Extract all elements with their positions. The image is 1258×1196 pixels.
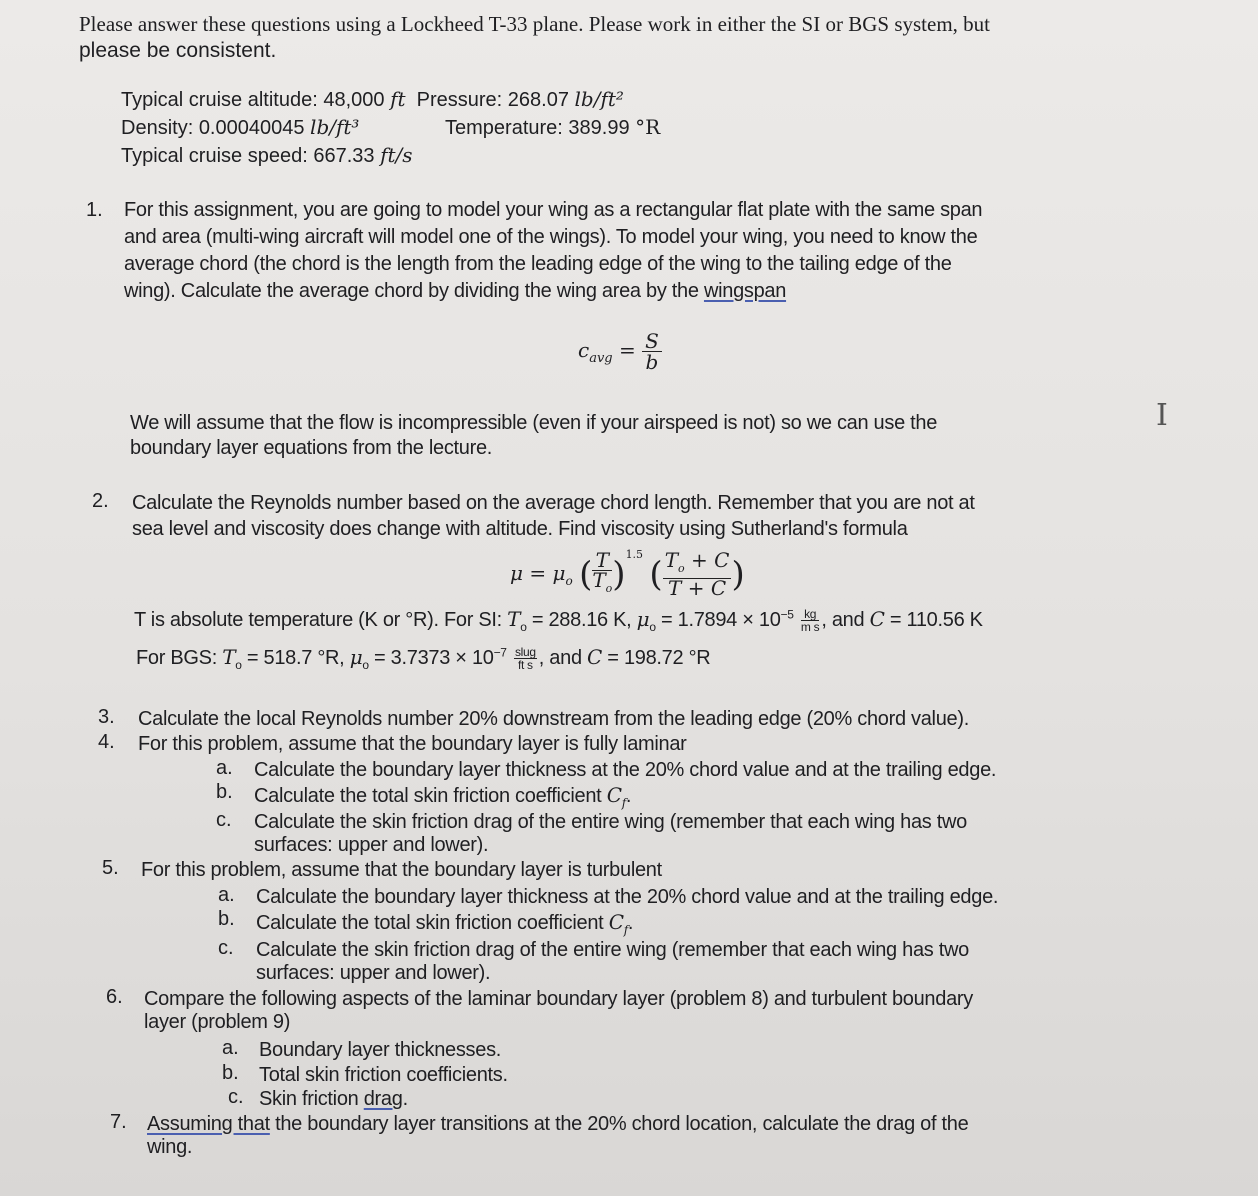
q2-line-1: Calculate the Reynolds number based on the average chord length. Remember that you are not at [132,492,975,514]
q3-number: 3. [98,706,115,728]
q1-line-4: wing). Calculate the average chord by dividing the wing area by the wingspan [124,280,787,302]
avg-chord-fraction: $\frac{S}{b}$ [642,331,662,372]
q6-text-1: Compare the following aspects of the laminar boundary layer (problem 8) and turbulent boundary [144,988,973,1010]
q2-number: 2. [92,490,109,512]
q5-a-text: Calculate the boundary layer thickness at the 20% chord value and at the trailing edge. [256,886,999,908]
q5-b-text: Calculate the total skin friction coefficient $C_f$. [256,910,634,937]
q6-c-text: Skin friction drag. [259,1088,408,1110]
speed-line: Typical cruise speed: 667.33 ft/s [121,143,413,167]
q4-c-text-1: Calculate the skin friction drag of the entire wing (remember that each wing has two [254,811,967,833]
q4-a-label: a. [216,757,233,779]
q5-b-label: b. [218,908,235,930]
q6-number: 6. [106,986,123,1008]
q6-a-label: a. [222,1037,239,1059]
drag-link[interactable]: drag [363,1088,403,1110]
q6-c-label: c. [228,1086,244,1108]
q1-line-2: and area (multi-wing aircraft will model one of the wings). To model your wing, you need to know the [124,226,978,248]
q6-a-text: Boundary layer thicknesses. [259,1039,502,1061]
si-constants-line: T is absolute temperature (K or °R). For SI: $T_o = 288.16$ K, $\mu_o = 1.7894 \times 10^{-5}$ $\frac{kg}{\text{m s}}$ , and C = 110.56 K [134,607,983,635]
q7-number: 7. [110,1111,127,1133]
q1-line-1: For this assignment, you are going to model your wing as a rectangular flat plate with the same span [124,199,983,221]
sutherland-formula: $\mu = \mu_o$ ( $\frac{T}{T_o}$ )$^{1.5}$ ( $\frac{T_o + C}{T + C}$ ) [510,548,745,600]
q1-line-3: average chord (the chord is the length from the leading edge of the wing to the tailing edge of the [124,253,952,275]
si-unit-fraction: $\frac{kg}{\text{m s}}$ [800,607,820,635]
q5-c-text-2: surfaces: upper and lower). [256,962,491,984]
q5-number: 5. [102,857,119,879]
q5-text: For this problem, assume that the boundary layer is turbulent [141,859,662,881]
q6-text-2: layer (problem 9) [144,1011,291,1033]
q4-text: For this problem, assume that the boundary layer is fully laminar [138,733,687,755]
altitude-pressure-line: Typical cruise altitude: 48,000 ft Pressure: 268.07 lb/ft² [121,87,624,111]
density-line: Density: 0.00040045 lb/ft³ [121,115,360,139]
q5-c-text-1: Calculate the skin friction drag of the entire wing (remember that each wing has two [256,939,969,961]
q6-b-label: b. [222,1062,239,1084]
q5-c-label: c. [218,937,234,959]
q5-a-label: a. [218,884,235,906]
assuming-that-link[interactable]: Assuming that [147,1113,270,1135]
q4-c-label: c. [216,809,232,831]
wingspan-link[interactable]: wingspan [703,280,787,302]
intro-line-2: please be consistent. [79,39,277,62]
q4-number: 4. [98,731,115,753]
q4-c-text-2: surfaces: upper and lower). [254,834,489,856]
bgs-constants-line: For BGS: $T_o = 518.7$ °R, $\mu_o = 3.7373 \times 10^{-7}$ $\frac{\text{slug}}{\text{ft s}}$ , and C = 198.72 °R [136,645,711,673]
q2-line-2: sea level and viscosity does change with altitude. Find viscosity using Sutherland's formula [132,518,908,540]
q4-b-text: Calculate the total skin friction coefficient $C_f$. [254,783,632,810]
q7-text-2: wing. [147,1136,193,1158]
q1-number: 1. [86,199,103,221]
q4-b-label: b. [216,781,233,803]
temperature-line: Temperature: 389.99 °R [445,115,661,139]
avg-chord-equation: $c_{avg}$ = $\frac{S}{b}$ [578,331,662,372]
q4-a-text: Calculate the boundary layer thickness at the 20% chord value and at the trailing edge. [254,759,997,781]
intro-line-1: Please answer these questions using a Lockheed T-33 plane. Please work in either the SI or BGS system, but [79,12,990,36]
q3-text: Calculate the local Reynolds number 20% downstream from the leading edge (20% chord value). [138,708,969,730]
text-cursor-icon: I [1156,398,1168,433]
q6-b-text: Total skin friction coefficients. [259,1064,508,1086]
q7-text-1: Assuming that the boundary layer transitions at the 20% chord location, calculate the drag of the [147,1113,969,1135]
q1-note-1: We will assume that the flow is incompressible (even if your airspeed is not) so we can use the [130,412,938,434]
bgs-unit-fraction: $\frac{\text{slug}}{\text{ft s}}$ [514,645,536,673]
q1-note-2: boundary layer equations from the lecture. [130,437,493,459]
